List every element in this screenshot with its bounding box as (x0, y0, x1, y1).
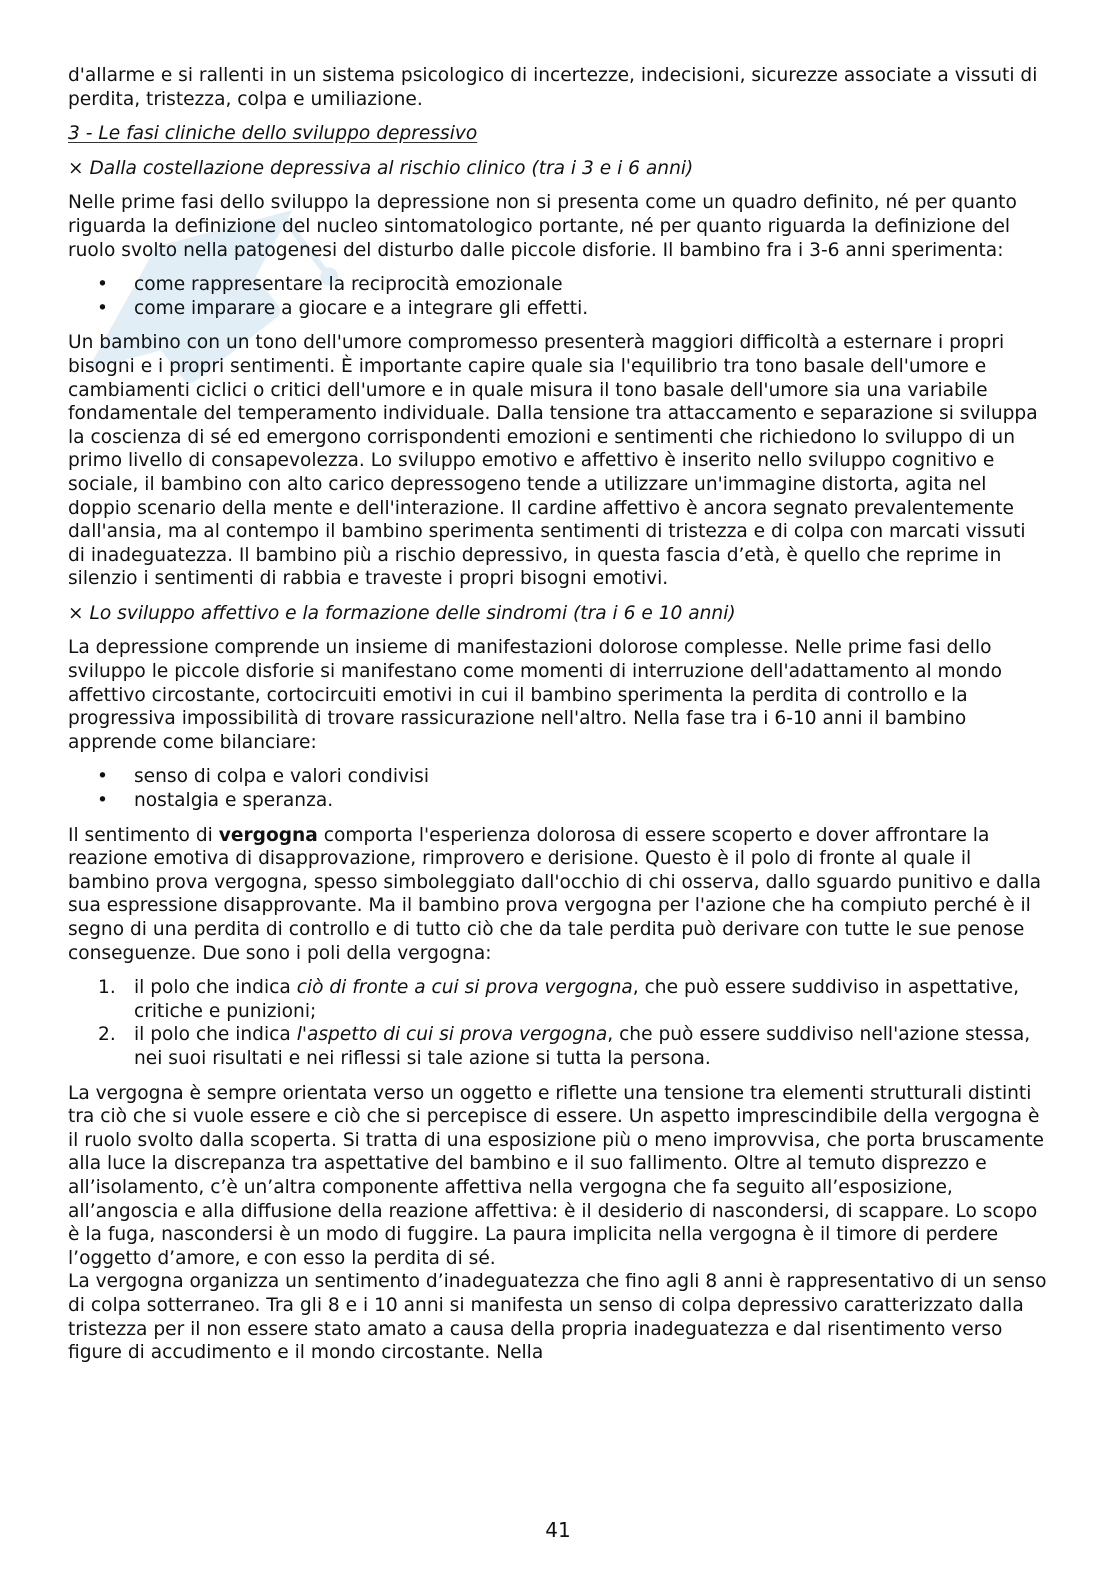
bullet-marker: • (97, 790, 108, 812)
list-item (68, 765, 1048, 789)
list-item-text: come imparare a giocare e a integrare gli effetti. (134, 297, 589, 319)
section-heading: 3 - Le fasi cliniche dello sviluppo depressivo (68, 123, 478, 145)
subsection-heading-3-6: × Dalla costellazione depressiva al rischio clinico (tra i 3 e i 6 anni) (68, 157, 694, 179)
numbered-list-poli (68, 976, 1048, 1070)
paragraph-inadeguatezza: La vergogna organizza un sentimento d’inadeguatezza che fino agli 8 anni è rappresentativo di un senso di colpa sotterraneo. Tra gli 8 e i 10 anni si manifesta un senso di colpa depressivo caratterizzato dalla tristezza per il non essere stato amato a causa della propria inadeguatezza e dal risentimento verso figure di accudimento e il mondo circostante. Nella (68, 1271, 1047, 1364)
text-run: Il sentimento di (68, 824, 219, 846)
italic-phrase: l'aspetto di cui si prova vergogna (296, 1024, 608, 1046)
bold-term-vergogna: vergogna (218, 824, 318, 846)
paragraph-vergogna (68, 824, 1048, 966)
list-number: 2. (98, 1024, 116, 1046)
list-item (68, 273, 1048, 297)
list-item (68, 976, 1048, 1023)
bullet-marker: • (97, 766, 108, 788)
paragraph-intro: d'allarme e si rallenti in un sistema psicologico di incertezze, indecisioni, sicurezze associate a vissuti di perdita, tristezza, colpa e umiliazione. (68, 65, 1038, 110)
list-item (68, 297, 1048, 321)
list-item-text: senso di colpa e valori condivisi (134, 766, 430, 788)
text-run: comporta l'esperienza dolorosa di essere scoperto e dover affrontare la reazione emotiva di disapprovazione, rimprovero e derisione. Questo è il polo di fronte al quale il bambino prova vergogna, spesso simboleggiato dall'occhio di chi osserva, dallo sguardo punitivo e dalla sua espressione disapprovante. Ma il bambino prova vergogna per l'azione che ha compiuto perché è il segno di una perdita di controllo e di tutto ciò che da tale perdita può derivare con tutte le sue penose conseguenze. Due sono i poli della vergogna: (68, 824, 1042, 964)
bullet-list-3-6 (68, 273, 1048, 320)
list-item-text: nostalgia e speranza. (134, 790, 334, 812)
text-run: il polo che indica (134, 977, 297, 999)
text-run: il polo che indica (134, 1024, 297, 1046)
text-run: , che può essere suddiviso nell'azione stessa, nei suoi risultati e nei riflessi si tale azione si tutta la persona. (134, 1024, 1031, 1069)
italic-phrase: ciò di fronte a cui si prova vergogna (296, 977, 633, 999)
list-item (68, 1023, 1048, 1070)
page-number: 41 (545, 1518, 571, 1542)
list-item-text: come rappresentare la reciprocità emozionale (134, 274, 563, 296)
paragraph-umore: Un bambino con un tono dell'umore compromesso presenterà maggiori difficoltà a esternare i propri bisogni e i propri sentimenti. È importante capire quale sia l'equilibrio tra tono basale dell'umore e cambiamenti ciclici o critici dell'umore e in quale misura il tono basale dell'umore sia una variabile fondamentale del temperamento individuale. Dalla tensione tra attaccamento e separazione si sviluppa la coscienza di sé ed emergono corrispondenti emozioni e sentimenti che richiedono lo sviluppo di un primo livello di consapevolezza. Lo sviluppo emotivo e affettivo è inserito nello sviluppo cognitivo e sociale, il bambino con alto carico depressogeno tende a utilizzare un'immagine distorta, agita nel doppio scenario della mente e dell'interazione. Il cardine affettivo è ancora segnato prevalentemente dall'ansia, ma al contempo il bambino sperimenta sentimenti di tristezza e di colpa con marcati vissuti di inadeguatezza. Il bambino più a rischio depressivo, in questa fascia d’età, è quello che reprime in silenzio i sentimenti di rabbia e traveste i propri bisogni emotivi. (68, 332, 1038, 590)
subsection-heading-6-10: × Lo sviluppo affettivo e la formazione delle sindromi (tra i 6 e 10 anni) (68, 602, 736, 624)
bullet-marker: • (97, 274, 108, 296)
list-item (68, 789, 1048, 813)
document-page (68, 64, 1048, 1365)
paragraph-6-10-intro: La depressione comprende un insieme di manifestazioni dolorose complesse. Nelle prime fasi dello sviluppo le piccole disforie si manifestano come momenti di interruzione dell'adattamento al mondo affettivo circostante, cortocircuiti emotivi in cui il bambino sperimenta la perdita di controllo e la progressiva impossibilità di trovare rassicurazione nell'altro. Nella fase tra i 6-10 anni il bambino apprende come bilanciare: (68, 637, 1002, 753)
paragraph-oggetto: La vergogna è sempre orientata verso un oggetto e riflette una tensione tra elementi strutturali distinti tra ciò che si vuole essere e ciò che si percepisce di essere. Un aspetto imprescindibile della vergogna è il ruolo svolto dalla scoperta. Si tratta di una esposizione più o meno improvvisa, che porta bruscamente alla luce la discrepanza tra aspettative del bambino e il suo fallimento. Oltre al temuto disprezzo e all’isolamento, c’è un’altra componente affettiva nella vergogna che fa seguito all’esposizione, all’angoscia e alla diffusione della reazione affettiva: è il desiderio di nascondersi, di scappare. Lo scopo è la fuga, nascondersi è un modo di fuggire. La paura implicita nella vergogna è il timore di perdere l’oggetto d’amore, e con esso la perdita di sé. (68, 1082, 1044, 1269)
paragraph-3-6-intro: Nelle prime fasi dello sviluppo la depressione non si presenta come un quadro definito, né per quanto riguarda la definizione del nucleo sintomatologico portante, né per quanto riguarda la definizione del ruolo svolto nella patogenesi del disturbo dalle piccole disforie. Il bambino fra i 3-6 anni sperimenta: (68, 192, 1017, 261)
text-run: , che può essere suddiviso in aspettative, critiche e punizioni; (134, 977, 1020, 1022)
list-number: 1. (98, 977, 116, 999)
bullet-marker: • (97, 297, 108, 319)
bullet-list-6-10 (68, 765, 1048, 812)
